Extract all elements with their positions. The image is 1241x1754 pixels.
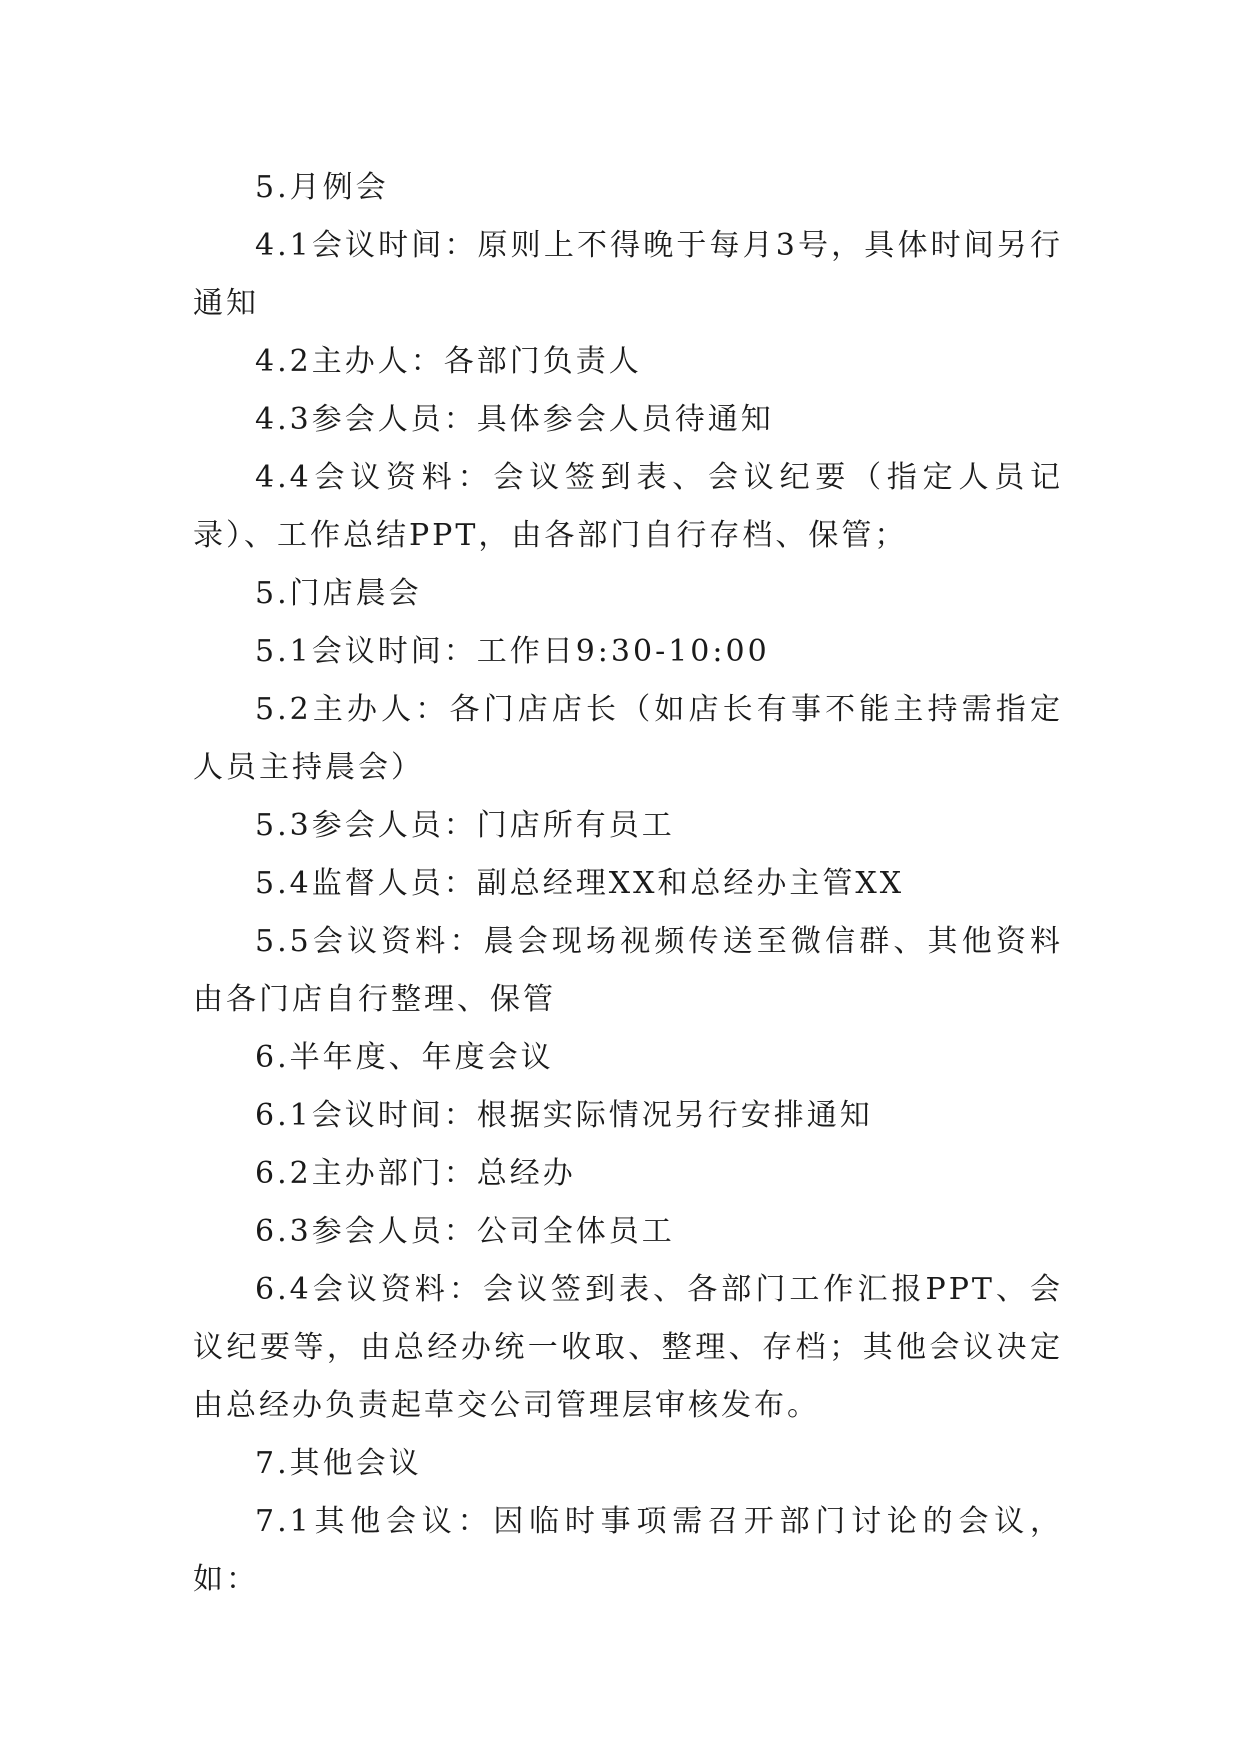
paragraph-7-1-other-meetings: 7.1其他会议：因临时事项需召开部门讨论的会议，如：: [193, 1504, 1063, 1597]
paragraph-6-1-meeting-time: 6.1会议时间：根据实际情况另行安排通知: [255, 1098, 873, 1133]
paragraph-5-2-host: 5.2主办人：各门店店长（如店长有事不能主持需指定人员主持晨会）: [193, 692, 1063, 785]
section-heading-monthly-meeting: 5.月例会: [255, 170, 389, 205]
paragraph-6-2-host-department: 6.2主办部门：总经办: [255, 1156, 576, 1191]
paragraph-4-4-materials: 4.4会议资料：会议签到表、会议纪要（指定人员记录）、工作总结PPT，由各部门自行存档、保管；: [193, 460, 1063, 553]
paragraph-5-5-materials: 5.5会议资料：晨会现场视频传送至微信群、其他资料由各门店自行整理、保管: [193, 924, 1063, 1017]
paragraph-5-3-attendees: 5.3参会人员：门店所有员工: [255, 808, 675, 843]
paragraph-4-2-host: 4.2主办人：各部门负责人: [255, 344, 642, 379]
paragraph-5-1-meeting-time: 5.1会议时间：工作日9:30-10:00: [255, 634, 770, 669]
section-heading-annual-meeting: 6.半年度、年度会议: [255, 1040, 554, 1075]
paragraph-6-4-materials: 6.4会议资料：会议签到表、各部门工作汇报PPT、会议纪要等，由总经办统一收取、整理、存档；其他会议决定由总经办负责起草交公司管理层审核发布。: [193, 1272, 1063, 1423]
document-body: [193, 159, 1063, 1609]
paragraph-4-3-attendees: 4.3参会人员：具体参会人员待通知: [255, 402, 774, 437]
section-heading-store-morning-meeting: 5.门店晨会: [255, 576, 422, 611]
section-heading-other-meetings: 7.其他会议: [255, 1446, 422, 1481]
paragraph-5-4-supervisors: 5.4监督人员：副总经理XX和总经办主管XX: [255, 866, 905, 901]
paragraph-6-3-attendees: 6.3参会人员：公司全体员工: [255, 1214, 675, 1249]
paragraph-4-1-meeting-time: 4.1会议时间：原则上不得晚于每月3号，具体时间另行通知: [193, 228, 1063, 321]
